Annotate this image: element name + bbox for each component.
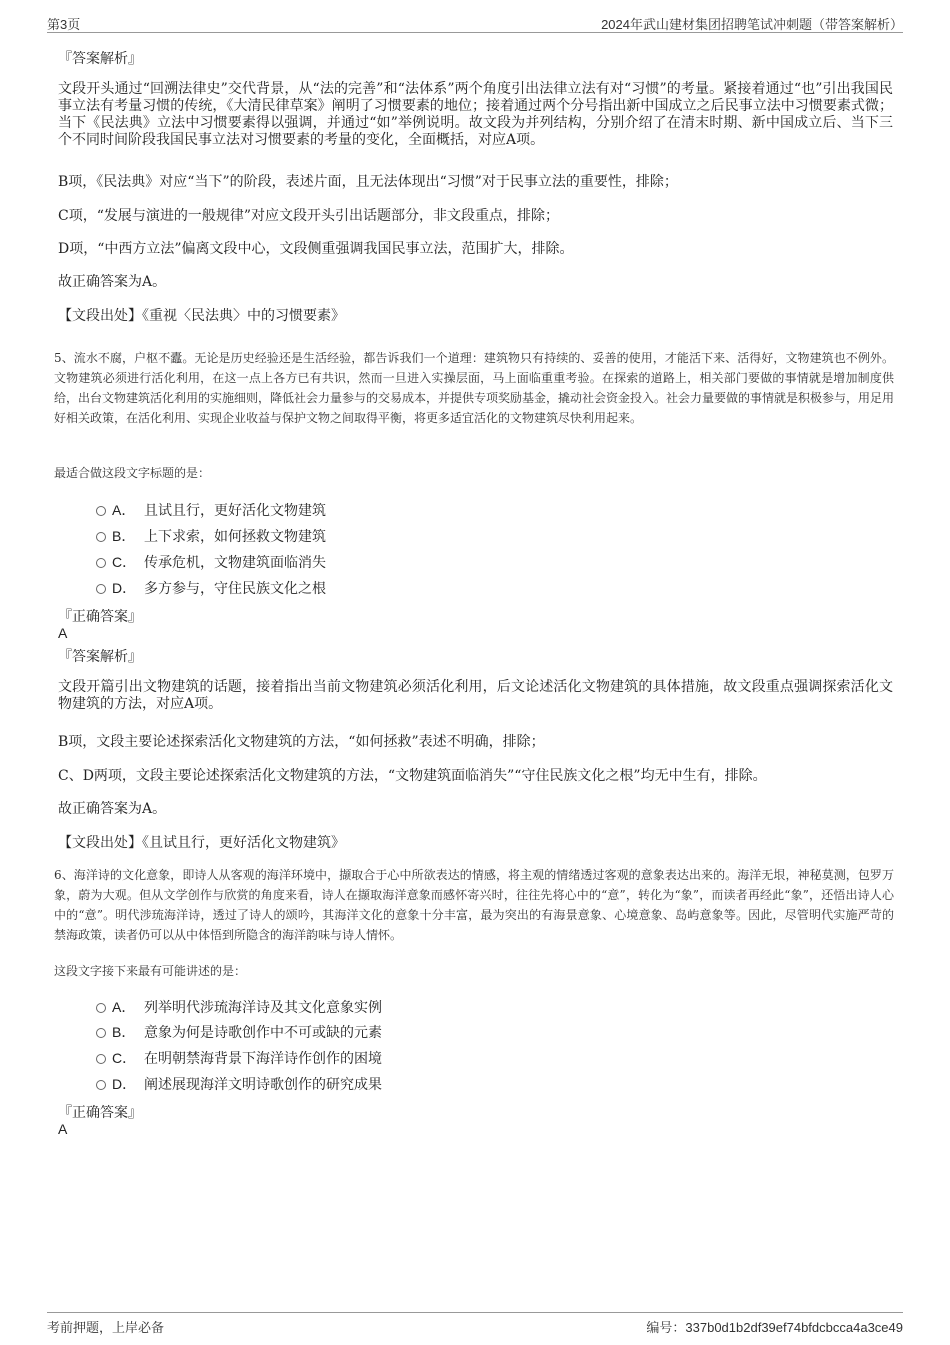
q5-question: 最适合做这段文字标题的是： [54, 466, 211, 480]
q5-analysis-label: 『答案解析』 [58, 649, 142, 665]
q6-stem: 6、海洋诗的文化意象，即诗人从客观的海洋环境中，撷取合于心中所欲表达的情感，将主观的情绪透过客观的意象表达出来的。海洋无垠，神秘莫测，包罗万象，蔚为大观。但从文学创作与欣赏的角度来看，诗人在撷取海洋意象而感怀寄兴时，往往先将心中的“意”，转化为“象”，而读者再经此“象”，还悟出诗人心中的“意”。明代涉琉海洋诗，透过了诗人的颂吟，其海洋文化的意象十分丰富，最为突出的有海景意象、心境意象、岛屿意象等。因此，尽管明代实施严苛的禁海政策，读者仍可以从中体悟到所隐含的海洋韵味与诗人情怀。 [54, 868, 894, 942]
radio-button[interactable] [96, 1003, 106, 1013]
radio-button[interactable] [96, 532, 106, 542]
q4-analysis-option-c: C项，“发展与演进的一般规律”对应文段开头引出话题部分，非文段重点，排除； [58, 208, 560, 224]
q5-source: 【文段出处】《且试且行，更好活化文物建筑》 [58, 835, 345, 851]
q6-option-b[interactable]: B． 意象为何是诗歌创作中不可或缺的元素 [96, 1022, 382, 1042]
q6-option-a[interactable]: A． 列举明代涉琉海洋诗及其文化意象实例 [96, 997, 382, 1017]
page-header [47, 10, 903, 33]
document-title: 2024年武山建材集团招聘笔试冲刺题（带答案解析） [601, 17, 903, 32]
page-footer [47, 1312, 903, 1335]
q5-analysis-paragraph: 文段开篇引出文物建筑的话题，接着指出当前文物建筑必须活化利用，后文论述活化文物建筑的具体措施，故文段重点强调探索活化文物建筑的方法，对应A项。 [58, 679, 893, 712]
radio-button[interactable] [96, 584, 106, 594]
q5-option-d[interactable]: D． 多方参与，守住民族文化之根 [96, 578, 326, 598]
radio-button[interactable] [96, 558, 106, 568]
q5-option-c[interactable]: C． 传承危机，文物建筑面临消失 [96, 552, 326, 572]
q4-analysis-option-b: B项，《民法典》对应“当下”的阶段，表述片面，且无法体现出“习惯”对于民事立法的重要性，排除； [58, 174, 678, 190]
radio-button[interactable] [96, 1080, 106, 1090]
q6-option-d[interactable]: D． 阐述展现海洋文明诗歌创作的研究成果 [96, 1074, 382, 1094]
q5-conclusion: 故正确答案为A。 [58, 801, 167, 817]
footer-slogan: 考前押题，上岸必备 [47, 1320, 165, 1335]
q5-analysis-option-b: B项，文段主要论述探索活化文物建筑的方法，“如何拯救”表述不明确，排除； [58, 734, 545, 750]
q4-analysis-label: 『答案解析』 [58, 51, 142, 67]
q6-answer-label: 『正确答案』 [58, 1105, 142, 1121]
q5-answer-label: 『正确答案』 [58, 609, 142, 625]
q5-option-a[interactable]: A． 且试且行，更好活化文物建筑 [96, 500, 326, 520]
q6-answer: A [58, 1121, 68, 1137]
q6-question: 这段文字接下来最有可能讲述的是： [54, 964, 247, 978]
q5-answer: A [58, 625, 68, 641]
q5-option-b[interactable]: B． 上下求索，如何拯救文物建筑 [96, 526, 326, 546]
radio-button[interactable] [96, 1028, 106, 1038]
q4-analysis-paragraph: 文段开头通过“回溯法律史”交代背景，从“法的完善”和“法体系”两个角度引出法律立法有对“习惯”的考量。紧接着通过“也”引出我国民事立法有考量习惯的传统，《大清民律草案》阐明了习惯要素的地位；接着通过两个分号指出新中国成立之后民事立法中习惯要素式微；当下《民法典》立法中习惯要素得以强调，并通过“如”举例说明。故文段为并列结构，分别介绍了在清末时期、新中国成立后、当下三个不同时间阶段我国民事立法对习惯要素的考量的变化，全面概括，对应A项。 [58, 81, 893, 148]
q5-stem: 5、流水不腐，户枢不蠹。无论是历史经验还是生活经验，都告诉我们一个道理：建筑物只有持续的、妥善的使用，才能活下来、活得好，文物建筑也不例外。文物建筑必须进行活化利用，在这一点上各方已有共识，然而一旦进入实操层面，马上面临重重考验。在探索的道路上，相关部门要做的事情就是增加制度供给，出台文物建筑活化利用的实施细则，降低社会力量参与的交易成本，并提供专项奖励基金，撬动社会资金投入。社会力量要做的事情就是积极参与，用足用好相关政策，在活化利用、实现企业收益与保护文物之间取得平衡，将更多适宜活化的文物建筑尽快利用起来。 [54, 351, 895, 425]
radio-button[interactable] [96, 1054, 106, 1064]
q4-conclusion: 故正确答案为A。 [58, 274, 167, 290]
radio-button[interactable] [96, 506, 106, 516]
q5-analysis-option-cd: C、D两项，文段主要论述探索活化文物建筑的方法，“文物建筑面临消失”“守住民族文化之根”均无中生有，排除。 [58, 768, 767, 784]
q6-option-c[interactable]: C． 在明朝禁海背景下海洋诗作创作的困境 [96, 1048, 382, 1068]
q4-source: 【文段出处】《重视〈民法典〉中的习惯要素》 [58, 308, 345, 324]
page-number: 第3页 [47, 17, 81, 32]
q4-analysis-option-d: D项，“中西方立法”偏离文段中心，文段侧重强调我国民事立法，范围扩大，排除。 [58, 241, 574, 257]
document-id: 编号：337b0d1b2df39ef74bfdcbcca4a3ce49 [646, 1320, 903, 1335]
